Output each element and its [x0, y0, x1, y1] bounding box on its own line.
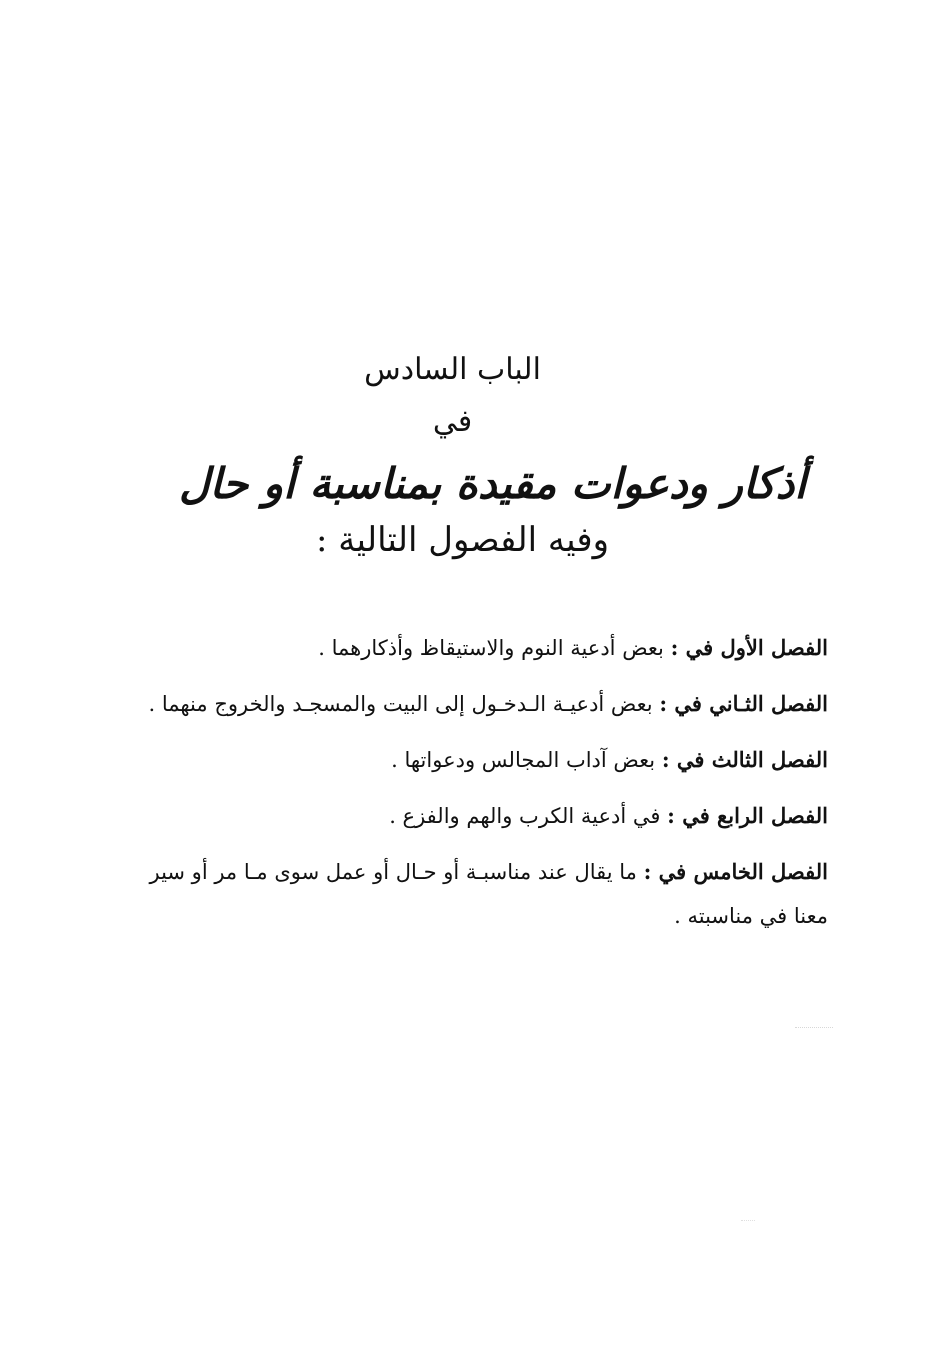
chapter-item	[138, 620, 828, 676]
chapter-item	[138, 682, 828, 726]
scan-artifact	[795, 1027, 833, 1030]
chapter-item	[138, 850, 828, 938]
chapter-list	[138, 620, 828, 944]
chapter-item	[138, 788, 828, 844]
chapter-label: الفصل الخامس في :	[643, 859, 828, 884]
chapter-text: في أدعية الكرب والهم والفزع .	[389, 804, 668, 828]
chapter-label: الفصل الأول في :	[670, 635, 828, 660]
scan-artifact	[741, 1220, 755, 1223]
chapter-text: بعض آداب المجالس ودعواتها .	[391, 748, 662, 772]
part-title: أذكار ودعوات مقيدة بمناسبة أو حال	[178, 459, 807, 508]
chapter-text: ما يقال عند مناسبـة أو حـال أو عمل سوى مـا مر أو سير معنا في مناسبته .	[149, 860, 828, 928]
chapter-text: بعض أدعيـة الـدخـول إلى البيت والمسجـد والخروج منهما .	[148, 692, 660, 716]
chapter-label: الفصل الثـاني في :	[659, 691, 828, 716]
chapter-label: الفصل الثالث في :	[661, 747, 828, 772]
part-subtitle: وفيه الفصول التالية :	[315, 520, 610, 560]
chapter-label: الفصل الرابع في :	[667, 803, 828, 828]
part-number: الباب السادس	[364, 352, 541, 387]
heading-preposition: في	[432, 404, 473, 439]
chapter-item	[138, 732, 828, 788]
chapter-text: بعض أدعية النوم والاستيقاظ وأذكارهما .	[318, 636, 671, 660]
